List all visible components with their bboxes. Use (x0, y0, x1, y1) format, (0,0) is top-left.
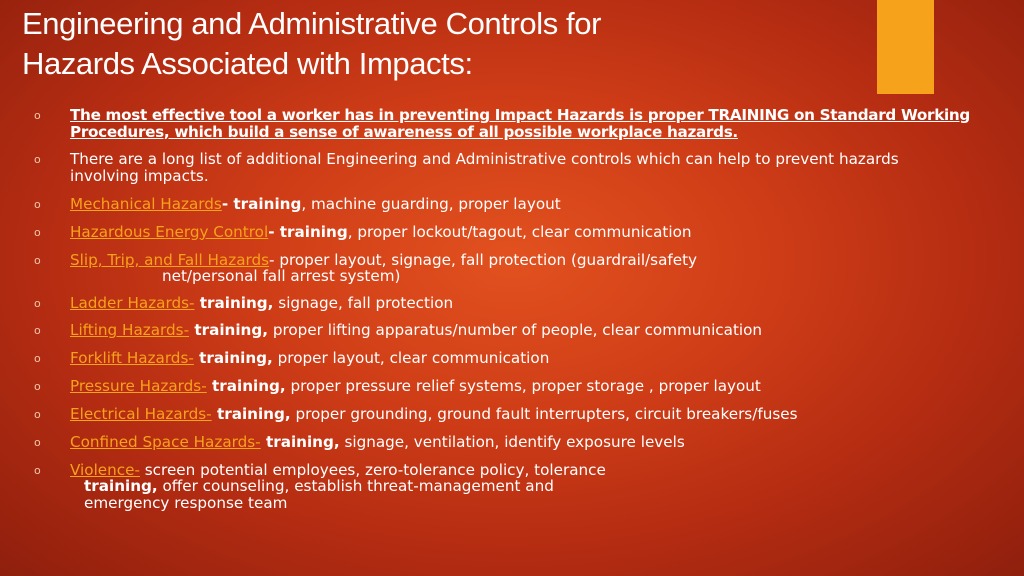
overview-line1: There are a long list of additional Engineering and Administrative controls which can help to prevent hazards (70, 150, 899, 169)
bullet-energy (34, 224, 994, 241)
lifting-hazards-link[interactable]: Lifting Hazards- (70, 321, 190, 340)
violence-link[interactable]: Violence- (70, 460, 140, 479)
bullet-marker: o (34, 324, 41, 338)
bullet-marker: o (34, 153, 41, 167)
forklift-controls: proper layout, clear communication (272, 349, 550, 368)
bullet-marker: o (34, 197, 41, 211)
bullet-marker: o (34, 109, 41, 122)
bullet-violence (34, 462, 994, 512)
bullet-intro (34, 107, 994, 140)
bullet-slip (34, 252, 994, 285)
confined-training: training, (260, 433, 340, 452)
lifting-controls: proper lifting apparatus/number of people, clear communication (268, 321, 763, 340)
bullet-marker: o (34, 253, 41, 267)
violence-controls-line3: emergency response team (84, 493, 288, 512)
pressure-training: training, (206, 377, 286, 396)
intro-text: The most effective tool a worker has in preventing Impact Hazards is proper TRAINING on Standard Working Procedures, which build a sense of awareness of all possible workplace hazards. (70, 106, 970, 141)
ladder-training: training, (194, 293, 274, 312)
electrical-hazards-link[interactable]: Electrical Hazards- (70, 405, 212, 424)
forklift-hazards-link[interactable]: Forklift Hazards- (70, 349, 194, 368)
accent-bar (877, 0, 934, 94)
confined-space-link[interactable]: Confined Space Hazards- (70, 433, 261, 452)
bullet-marker: o (34, 296, 41, 310)
bullet-lifting (34, 322, 994, 339)
bullet-marker: o (34, 352, 41, 366)
slip-controls-line2: net/personal fall arrest system) (162, 267, 401, 286)
violence-training: training, (84, 477, 158, 496)
bullet-list (34, 107, 994, 523)
bullet-forklift (34, 350, 994, 367)
bullet-mechanical (34, 196, 994, 213)
lifting-training: training, (189, 321, 269, 340)
mechanical-dash: - (221, 194, 234, 213)
electrical-controls: proper grounding, ground fault interrupters, circuit breakers/fuses (290, 405, 798, 424)
ladder-controls: signage, fall protection (273, 293, 454, 312)
bullet-electrical (34, 406, 994, 423)
slide-title-line1: Engineering and Administrative Controls for (22, 6, 602, 41)
electrical-training: training, (211, 405, 291, 424)
hazardous-energy-link[interactable]: Hazardous Energy Control (70, 222, 269, 241)
energy-controls: , proper lockout/tagout, clear communication (347, 222, 692, 241)
bullet-marker: o (34, 408, 41, 422)
slide-title-line2: Hazards Associated with Impacts: (22, 46, 473, 81)
slide-title (22, 4, 862, 84)
bullet-confined (34, 434, 994, 451)
bullet-marker: o (34, 225, 41, 239)
mechanical-training: training (233, 194, 302, 213)
bullet-marker: o (34, 436, 41, 450)
pressure-hazards-link[interactable]: Pressure Hazards- (70, 377, 207, 396)
bullet-overview (34, 151, 994, 184)
bullet-ladder (34, 295, 994, 312)
slip-trip-fall-link[interactable]: Slip, Trip, and Fall Hazards (70, 250, 270, 269)
bullet-pressure (34, 378, 994, 395)
energy-training: training (279, 222, 348, 241)
mechanical-hazards-link[interactable]: Mechanical Hazards (70, 194, 222, 213)
ladder-hazards-link[interactable]: Ladder Hazards- (70, 293, 195, 312)
slip-controls-line1: - proper layout, signage, fall protection (guardrail/safety (269, 250, 698, 269)
forklift-training: training, (193, 349, 273, 368)
pressure-controls: proper pressure relief systems, proper storage , proper layout (285, 377, 761, 396)
overview-line2: involving impacts. (70, 166, 209, 185)
violence-controls-line2: offer counseling, establish threat-management and (157, 477, 554, 496)
mechanical-controls: , machine guarding, proper layout (301, 194, 561, 213)
energy-dash: - (268, 222, 280, 241)
bullet-marker: o (34, 380, 41, 394)
confined-controls: signage, ventilation, identify exposure levels (339, 433, 685, 452)
bullet-marker: o (34, 463, 41, 477)
violence-controls-line1: screen potential employees, zero-tolerance policy, tolerance (139, 460, 606, 479)
